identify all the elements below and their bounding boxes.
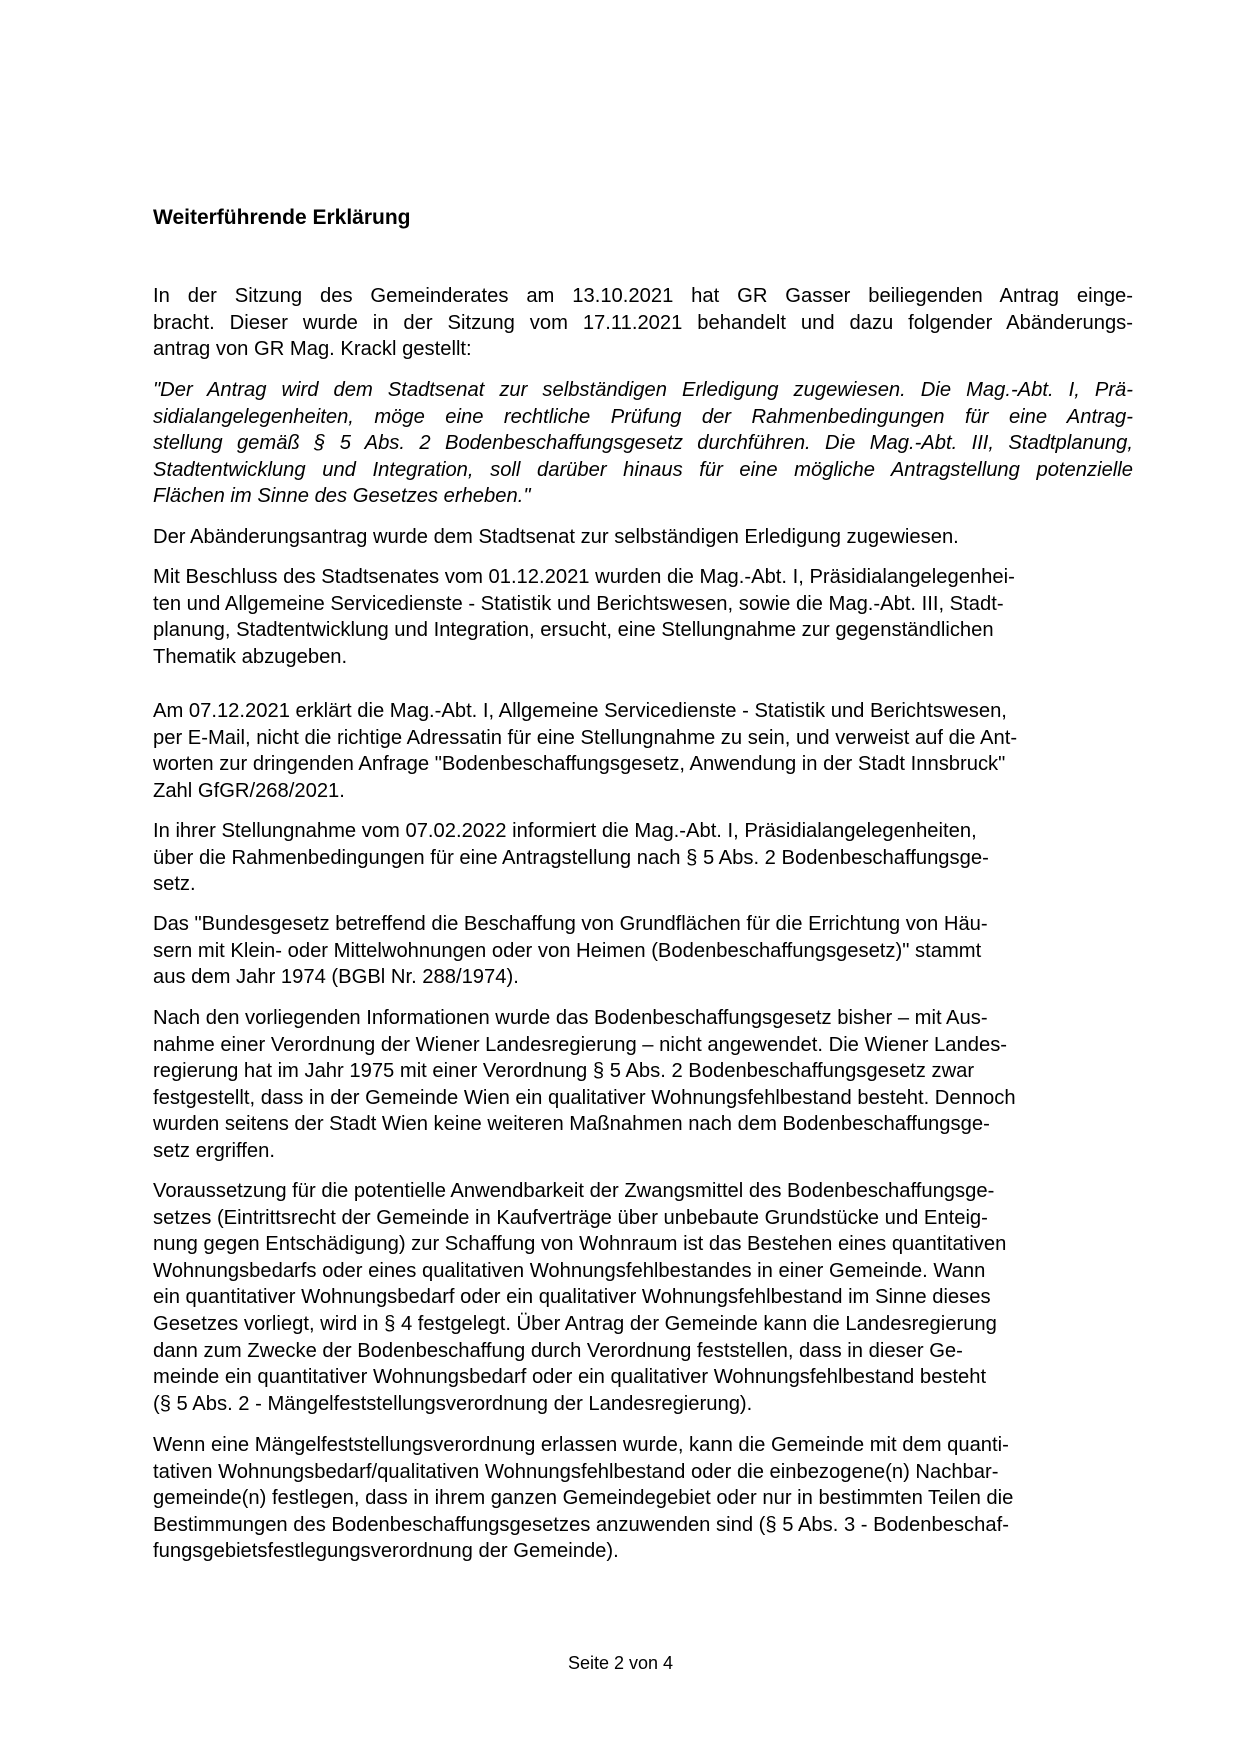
text-line: "Der Antrag wird dem Stadtsenat zur selbständigen Erledigung zugewiesen. Die Mag.-Abt. I, Prä- xyxy=(153,379,1133,401)
text-line: setz. xyxy=(153,873,196,896)
text-line: tativen Wohnungsbedarf/qualitativen Wohnungsfehlbestand oder die einbezogene(n) Nachbar- xyxy=(153,1460,999,1483)
text-line: Flächen im Sinne des Gesetzes erheben." xyxy=(153,485,531,508)
text-line: Am 07.12.2021 erklärt die Mag.-Abt. I, Allgemeine Servicedienste - Statistik und Berichtswesen, xyxy=(153,700,1007,722)
text-line: wurden seitens der Stadt Wien keine weiteren Maßnahmen nach dem Bodenbeschaffungsge- xyxy=(153,1113,990,1136)
text-line: Zahl GfGR/268/2021. xyxy=(153,779,345,802)
text-line: In der Sitzung des Gemeinderates am 13.10.2021 hat GR Gasser beiliegenden Antrag einge- xyxy=(153,285,1133,307)
text-line: Stadtentwicklung und Integration, soll darüber hinaus für eine mögliche Antragstellung potenzielle xyxy=(153,458,1133,481)
text-line: Nach den vorliegenden Informationen wurde das Bodenbeschaffungsgesetz bisher – mit Aus- xyxy=(153,1007,988,1029)
text-line: ten und Allgemeine Servicedienste - Statistik und Berichtswesen, sowie die Mag.-Abt. III, Stadt- xyxy=(153,592,1004,615)
text-line: setz ergriffen. xyxy=(153,1139,275,1162)
paragraph-resolution xyxy=(153,564,1133,670)
paragraph-email-response xyxy=(153,698,1133,804)
text-line: stellung gemäß § 5 Abs. 2 Bodenbeschaffungsgesetz durchführen. Die Mag.-Abt. III, Stadtplanung, xyxy=(153,432,1133,455)
text-line: festgestellt, dass in der Gemeinde Wien ein qualitativer Wohnungsfehlbestand besteht. Dennoch xyxy=(153,1086,1016,1109)
text-line: sern mit Klein- oder Mittelwohnungen oder von Heimen (Bodenbeschaffungsgesetz)" stammt xyxy=(153,939,982,962)
section-heading: Weiterführende Erklärung xyxy=(153,206,411,229)
paragraph-quote xyxy=(153,377,1133,510)
text-line: ein quantitativer Wohnungsbedarf oder ein qualitativer Wohnungsfehlbestand im Sinne dieses xyxy=(153,1286,991,1309)
text-line: Wenn eine Mängelfeststellungsverordnung erlassen wurde, kann die Gemeinde mit dem quanti- xyxy=(153,1434,1009,1456)
text-line: sidialangelegenheiten, möge eine rechtliche Prüfung der Rahmenbedingungen für eine Antrag- xyxy=(153,405,1133,428)
text-line: dann zum Zwecke der Bodenbeschaffung durch Verordnung feststellen, dass in dieser Ge- xyxy=(153,1339,963,1362)
text-line: nung gegen Entschädigung) zur Schaffung von Wohnraum ist das Bestehen eines quantitativen xyxy=(153,1233,1007,1256)
text-line: setzes (Eintrittsrecht der Gemeinde in Kaufverträge über unbebaute Grundstücke und Enteig- xyxy=(153,1206,988,1229)
text-line: Das "Bundesgesetz betreffend die Beschaffung von Grundflächen für die Errichtung von Häu- xyxy=(153,913,988,935)
text-line: planung, Stadtentwicklung und Integration, ersucht, eine Stellungnahme zur gegenständlichen xyxy=(153,619,994,642)
text-line: meinde ein quantitativer Wohnungsbedarf oder ein qualitativer Wohnungsfehlbestand besteht xyxy=(153,1366,987,1389)
paragraph-assignment xyxy=(153,524,1133,551)
text-line: Der Abänderungsantrag wurde dem Stadtsenat zur selbständigen Erledigung zugewiesen. xyxy=(153,526,959,548)
text-line: aus dem Jahr 1974 (BGBl Nr. 288/1974). xyxy=(153,966,519,989)
text-line: Bestimmungen des Bodenbeschaffungsgesetzes anzuwenden sind (§ 5 Abs. 3 - Bodenbeschaf- xyxy=(153,1513,1009,1536)
text-line: nahme einer Verordnung der Wiener Landesregierung – nicht angewendet. Die Wiener Landes- xyxy=(153,1033,1008,1056)
text-line: Thematik abzugeben. xyxy=(153,645,348,668)
text-line: (§ 5 Abs. 2 - Mängelfeststellungsverordnung der Landesregierung). xyxy=(153,1392,753,1415)
text-line: bracht. Dieser wurde in der Sitzung vom 17.11.2021 behandelt und dazu folgender Abänderungs- xyxy=(153,311,1133,334)
text-line: Gesetzes vorliegt, wird in § 4 festgelegt. Über Antrag der Gemeinde kann die Landesregierung xyxy=(153,1312,997,1335)
text-line: über die Rahmenbedingungen für eine Antragstellung nach § 5 Abs. 2 Bodenbeschaffungsge- xyxy=(153,846,989,869)
text-line: worten zur dringenden Anfrage "Bodenbeschaffungsgesetz, Anwendung in der Stadt Innsbruck" xyxy=(153,753,1006,776)
text-line: fungsgebietsfestlegungsverordnung der Gemeinde). xyxy=(153,1540,619,1563)
text-line: antrag von GR Mag. Krackl gestellt: xyxy=(153,338,472,361)
text-line: In ihrer Stellungnahme vom 07.02.2022 informiert die Mag.-Abt. I, Präsidialangelegenheiten, xyxy=(153,820,977,842)
text-line: per E-Mail, nicht die richtige Adressatin für eine Stellungnahme zu sein, und verweist auf die Ant- xyxy=(153,726,1018,749)
text-line: gemeinde(n) festlegen, dass in ihrem ganzen Gemeindegebiet oder nur in bestimmten Teilen die xyxy=(153,1487,1014,1510)
paragraph-intro xyxy=(153,283,1133,363)
text-line: Wohnungsbedarfs oder eines qualitativen Wohnungsfehlbestandes in einer Gemeinde. Wann xyxy=(153,1259,986,1282)
text-line: regierung hat im Jahr 1975 mit einer Verordnung § 5 Abs. 2 Bodenbeschaffungsgesetz zwar xyxy=(153,1060,975,1083)
text-line: Mit Beschluss des Stadtsenates vom 01.12.2021 wurden die Mag.-Abt. I, Präsidialangelegenhei- xyxy=(153,566,1015,588)
paragraph-requirements xyxy=(153,1178,1133,1417)
paragraph-vienna xyxy=(153,1005,1133,1165)
text-line: Voraussetzung für die potentielle Anwendbarkeit der Zwangsmittel des Bodenbeschaffungsge- xyxy=(153,1180,995,1202)
paragraph-federal-law xyxy=(153,911,1133,991)
page-number-footer: Seite 2 von 4 xyxy=(567,1653,674,1673)
paragraph-regulation xyxy=(153,1432,1133,1565)
paragraph-statement xyxy=(153,818,1133,898)
